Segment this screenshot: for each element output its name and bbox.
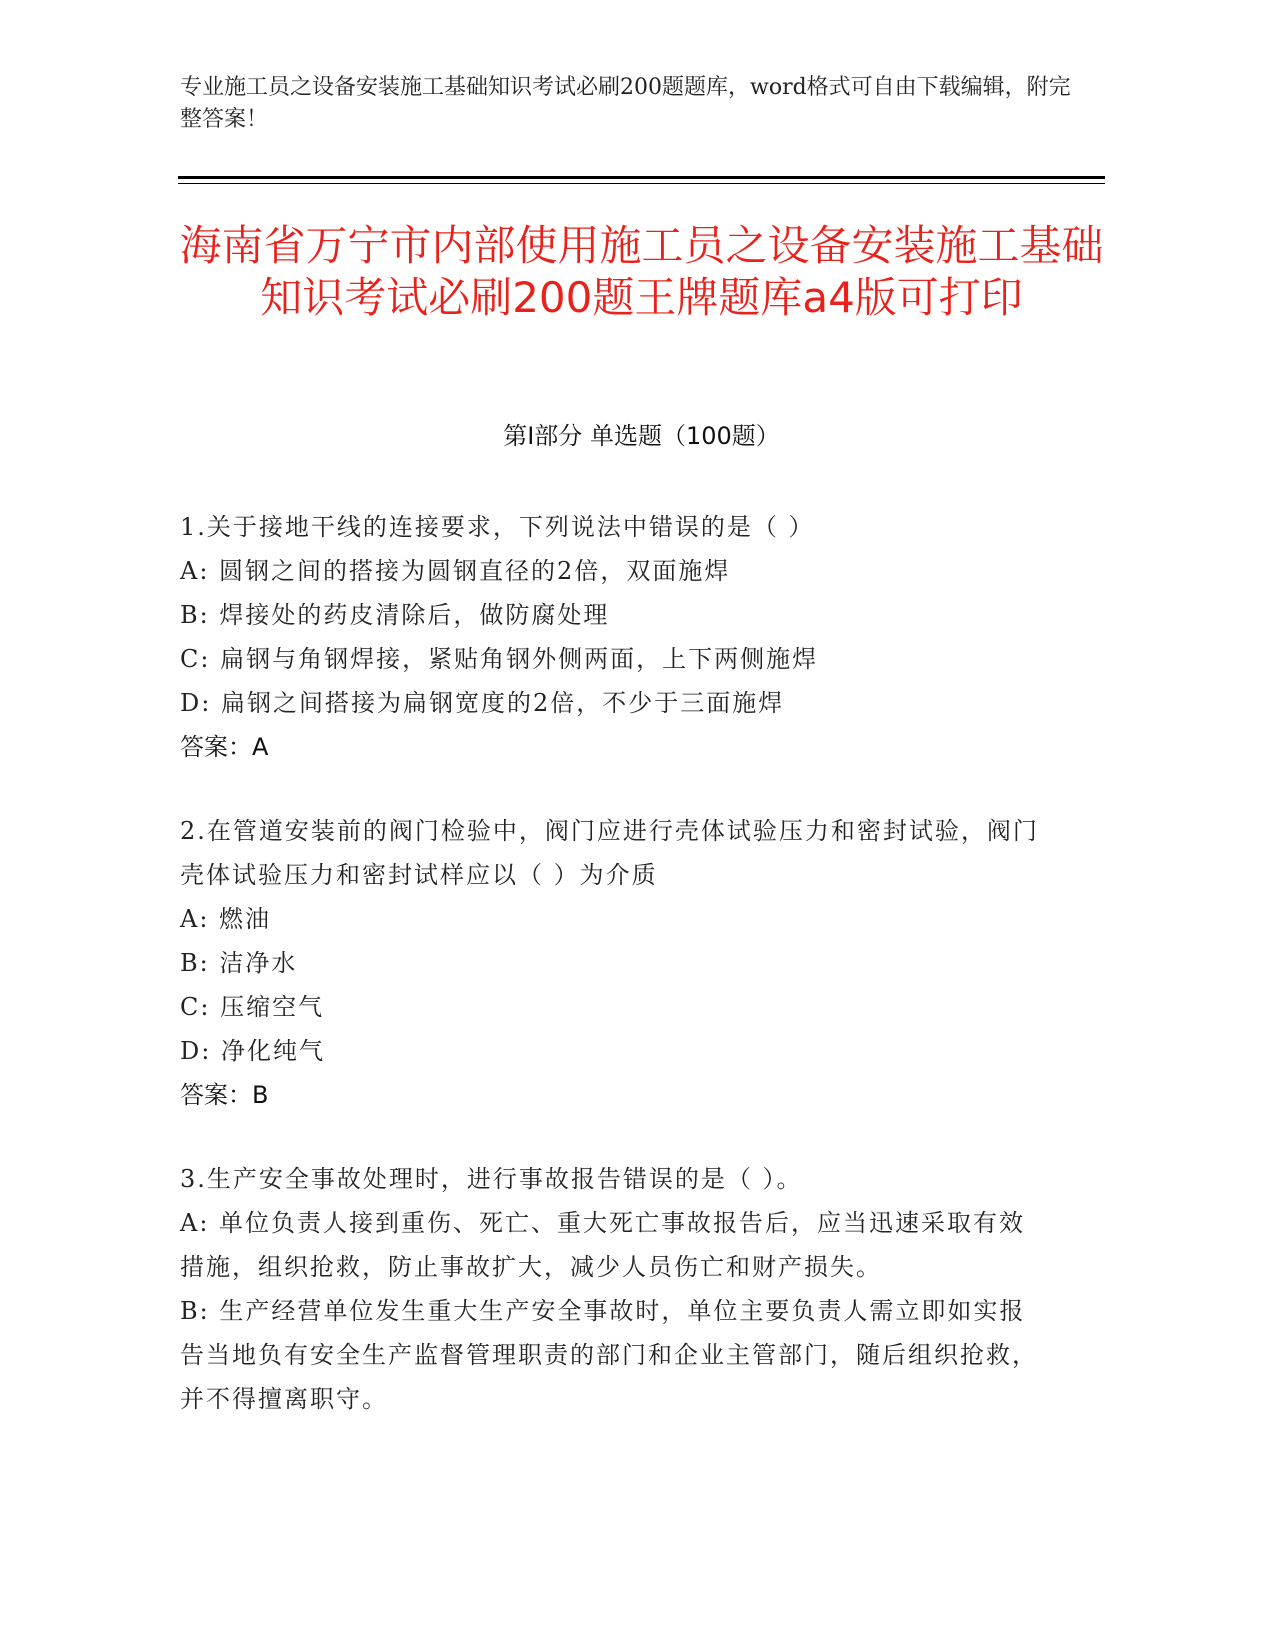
question-1 — [180, 505, 1040, 769]
question-list — [180, 505, 1040, 1461]
document-title: 海南省万宁市内部使用施工员之设备安装施工基础知识考试必刷200题王牌题库a4版可打印 — [179, 221, 1104, 322]
answer-text: 答案：B — [180, 1081, 269, 1109]
answer-text: 答案：A — [180, 733, 269, 761]
header-divider-thin — [178, 183, 1105, 184]
question-3 — [180, 1157, 1040, 1421]
option-a: A: 单位负责人接到重伤、死亡、重大死亡事故报告后，应当迅速采取有效措施，组织抢救，防止事故扩大，减少人员伤亡和财产损失。 — [180, 1209, 1026, 1281]
option-c: C: 扁钢与角钢焊接，紧贴角钢外侧两面，上下两侧施焊 — [180, 645, 819, 673]
option-b: B: 焊接处的药皮清除后，做防腐处理 — [180, 601, 610, 629]
question-text: 2.在管道安装前的阀门检验中，阀门应进行壳体试验压力和密封试验，阀门壳体试验压力和密封试样应以（ ）为介质 — [180, 817, 1039, 889]
section-title: 第Ⅰ部分 单选题（100题） — [503, 422, 780, 450]
option-d: D: 扁钢之间搭接为扁钢宽度的2倍，不少于三面施焊 — [180, 689, 785, 717]
header-note: 专业施工员之设备安装施工基础知识考试必刷200题题库，word格式可自由下载编辑，附完整答案！ — [180, 75, 1071, 132]
option-b: B: 洁净水 — [180, 949, 298, 977]
option-a: A: 圆钢之间的搭接为圆钢直径的2倍，双面施焊 — [180, 557, 731, 585]
question-text: 3.生产安全事故处理时，进行事故报告错误的是（ ）。 — [180, 1165, 803, 1193]
option-d: D: 净化纯气 — [180, 1037, 325, 1065]
header-divider-thick — [178, 176, 1105, 179]
option-a: A: 燃油 — [180, 905, 272, 933]
question-2 — [180, 809, 1040, 1117]
question-text: 1.关于接地干线的连接要求，下列说法中错误的是（ ） — [180, 513, 815, 541]
option-b: B: 生产经营单位发生重大生产安全事故时，单位主要负责人需立即如实报告当地负有安全生产监督管理职责的部门和企业主管部门，随后组织抢救，并不得擅离职守。 — [180, 1297, 1038, 1413]
option-c: C: 压缩空气 — [180, 993, 325, 1021]
